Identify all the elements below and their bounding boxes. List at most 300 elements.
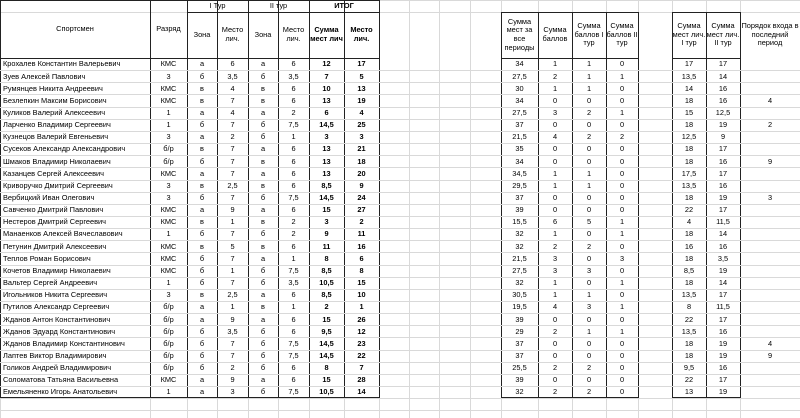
table-cell[interactable]: 6 <box>291 375 296 385</box>
table-cell[interactable]: 17 <box>357 59 366 69</box>
table-cell[interactable]: 0 <box>586 338 592 348</box>
table-cell[interactable]: а <box>260 144 266 154</box>
table-cell[interactable]: 7 <box>230 120 235 130</box>
table-cell[interactable]: 16 <box>718 180 728 190</box>
table-cell[interactable]: 13 <box>322 144 331 154</box>
table-cell[interactable]: 39 <box>515 314 524 324</box>
table-cell[interactable]: 1 <box>586 168 592 178</box>
table-cell[interactable]: в <box>261 83 265 93</box>
table-cell[interactable]: 0 <box>586 120 592 130</box>
table-cell[interactable]: 26 <box>357 314 366 324</box>
table-cell[interactable] <box>740 386 800 398</box>
table-cell[interactable]: 14 <box>718 278 728 288</box>
table-cell[interactable]: 7,5 <box>288 120 299 130</box>
table-cell[interactable] <box>740 131 800 143</box>
table-cell[interactable]: 19 <box>357 95 366 105</box>
table-cell[interactable]: 4 <box>230 107 235 117</box>
table-cell[interactable]: 6 <box>291 290 296 300</box>
table-cell[interactable]: КМС <box>160 83 177 93</box>
table-cell[interactable]: 6 <box>291 241 296 251</box>
table-cell[interactable]: 12,5 <box>681 132 697 142</box>
table-cell[interactable]: 0 <box>619 120 625 130</box>
table-cell[interactable]: 0 <box>586 350 592 360</box>
table-cell[interactable]: а <box>199 302 205 312</box>
table-cell[interactable]: 32 <box>515 229 524 239</box>
table-cell[interactable]: 0 <box>552 193 558 202</box>
table-cell[interactable]: 15 <box>322 375 331 385</box>
table-cell[interactable]: 18 <box>684 156 694 166</box>
table-cell[interactable]: 1 <box>586 59 592 69</box>
table-cell[interactable]: 3 <box>586 302 592 312</box>
table-cell[interactable]: Шмаков Владимир Николаевич <box>3 156 111 166</box>
table-cell[interactable]: 13 <box>684 387 694 397</box>
table-cell[interactable]: 9 <box>230 205 235 215</box>
table-cell[interactable]: 17 <box>718 168 728 178</box>
table-cell[interactable]: 4 <box>552 132 558 142</box>
table-cell[interactable]: б <box>260 350 266 360</box>
table-cell[interactable]: 1 <box>552 83 558 93</box>
table-cell[interactable]: 17 <box>718 314 728 324</box>
table-cell[interactable]: Жданов Владимир Константинович <box>3 338 125 348</box>
table-cell[interactable]: 1 <box>586 326 592 336</box>
table-cell[interactable]: в <box>200 241 204 251</box>
table-cell[interactable]: Безлепкин Максим Борисович <box>3 95 107 105</box>
table-cell[interactable]: а <box>260 107 266 117</box>
table-cell[interactable]: 9 <box>720 132 726 142</box>
table-cell[interactable]: 1 <box>586 180 592 190</box>
table-cell[interactable]: 7 <box>230 193 235 202</box>
table-cell[interactable]: 0 <box>619 180 625 190</box>
table-cell[interactable]: 3 <box>166 71 171 81</box>
table-cell[interactable]: 2 <box>586 387 592 397</box>
table-cell[interactable]: 28 <box>357 375 366 385</box>
table-cell[interactable]: 1 <box>619 217 625 227</box>
table-cell[interactable] <box>740 289 800 301</box>
table-cell[interactable] <box>740 216 800 228</box>
column-header-score1[interactable]: Сумма баллов I тур <box>574 21 604 48</box>
table-cell[interactable]: 29 <box>515 326 524 336</box>
column-header-athlete[interactable]: Спортсмен <box>56 24 94 34</box>
table-cell[interactable]: 16 <box>357 241 366 251</box>
table-cell[interactable]: 1 <box>166 120 171 130</box>
table-cell[interactable]: 10 <box>322 83 331 93</box>
table-cell[interactable]: а <box>260 205 266 215</box>
table-cell[interactable] <box>740 362 800 374</box>
table-cell[interactable]: 1 <box>359 302 364 312</box>
table-cell[interactable]: 7 <box>230 95 235 105</box>
table-cell[interactable]: 15,5 <box>512 217 527 227</box>
table-cell[interactable]: 6 <box>291 326 296 336</box>
table-cell[interactable]: 19 <box>718 387 728 397</box>
table-cell[interactable]: б/р <box>163 326 174 336</box>
table-cell[interactable]: 13,5 <box>681 180 697 190</box>
table-cell[interactable]: 10,5 <box>319 278 334 288</box>
table-cell[interactable]: 17 <box>718 144 728 154</box>
table-cell[interactable]: КМС <box>160 59 177 69</box>
table-cell[interactable]: Теплов Роман Борисович <box>3 253 91 263</box>
table-cell[interactable]: 2 <box>552 241 558 251</box>
table-cell[interactable]: 0 <box>586 314 592 324</box>
table-cell[interactable]: б <box>199 120 205 130</box>
table-cell[interactable]: 27,5 <box>512 107 527 117</box>
table-cell[interactable]: 17 <box>718 59 728 69</box>
table-cell[interactable]: 34 <box>515 59 524 69</box>
table-cell[interactable]: 7 <box>230 278 235 288</box>
table-cell[interactable]: 18 <box>684 95 694 105</box>
table-cell[interactable] <box>740 204 800 216</box>
table-cell[interactable]: 5 <box>230 241 235 251</box>
table-cell[interactable]: Сусеков Александр Александрович <box>3 144 126 154</box>
table-cell[interactable]: 34 <box>515 95 524 105</box>
table-cell[interactable]: а <box>199 375 205 385</box>
table-cell[interactable]: в <box>261 156 265 166</box>
table-cell[interactable]: 2 <box>767 120 773 130</box>
table-cell[interactable]: 2 <box>552 71 558 81</box>
table-cell[interactable]: 19 <box>718 350 728 360</box>
table-cell[interactable]: 14,5 <box>319 120 334 130</box>
table-cell[interactable]: 16 <box>718 156 728 166</box>
table-cell[interactable]: 3 <box>166 180 171 190</box>
column-header-zone1[interactable]: Зона <box>193 30 211 40</box>
table-cell[interactable]: 37 <box>515 193 524 202</box>
table-cell[interactable]: 29,5 <box>512 180 527 190</box>
table-cell[interactable]: а <box>199 107 205 117</box>
table-cell[interactable] <box>740 143 800 155</box>
column-header-total[interactable]: ИТОГ <box>334 1 354 11</box>
table-cell[interactable]: 1 <box>552 180 558 190</box>
table-cell[interactable]: 9 <box>230 375 235 385</box>
table-cell[interactable]: 7 <box>230 168 235 178</box>
table-cell[interactable]: 0 <box>619 350 625 360</box>
table-cell[interactable] <box>740 325 800 337</box>
table-cell[interactable]: в <box>261 302 265 312</box>
table-cell[interactable]: 37 <box>515 338 524 348</box>
table-cell[interactable]: Казанцев Сергей Алексеевич <box>3 168 105 178</box>
table-cell[interactable]: 7 <box>230 350 235 360</box>
table-cell[interactable]: 1 <box>619 326 625 336</box>
table-cell[interactable]: 2,5 <box>227 290 238 300</box>
table-cell[interactable]: в <box>200 290 204 300</box>
table-cell[interactable]: 20 <box>357 168 366 178</box>
table-cell[interactable]: Петунин Дмитрий Алексеевич <box>3 241 107 251</box>
table-cell[interactable]: 6 <box>291 363 296 373</box>
table-cell[interactable]: 3 <box>586 265 592 275</box>
table-cell[interactable]: КМС <box>160 217 177 227</box>
table-cell[interactable]: 7 <box>230 156 235 166</box>
table-cell[interactable]: 3 <box>166 132 171 142</box>
table-cell[interactable]: 3 <box>324 217 329 227</box>
table-cell[interactable]: 39 <box>515 205 524 215</box>
table-cell[interactable]: 2 <box>359 217 364 227</box>
table-cell[interactable]: 1 <box>230 217 235 227</box>
table-cell[interactable]: 1 <box>552 278 558 288</box>
table-cell[interactable]: 14,5 <box>319 350 334 360</box>
table-cell[interactable]: 1 <box>619 278 625 288</box>
table-cell[interactable]: 3,5 <box>288 278 299 288</box>
table-cell[interactable]: Крохалев Константин Валерьевич <box>3 59 121 69</box>
table-cell[interactable]: б <box>260 71 266 81</box>
table-cell[interactable]: 0 <box>619 95 625 105</box>
table-cell[interactable]: а <box>199 387 205 397</box>
table-cell[interactable]: Вальтер Сергей Андреевич <box>3 278 98 288</box>
table-cell[interactable]: 9 <box>230 314 235 324</box>
table-cell[interactable]: 16 <box>718 326 728 336</box>
table-cell[interactable]: 4 <box>767 338 773 348</box>
table-cell[interactable]: 22 <box>684 375 694 385</box>
column-header-category[interactable]: Разряд <box>156 23 181 33</box>
table-cell[interactable]: 7,5 <box>288 338 299 348</box>
table-cell[interactable]: в <box>200 83 204 93</box>
table-cell[interactable]: 6 <box>359 253 364 263</box>
table-cell[interactable]: б/р <box>163 156 174 166</box>
table-cell[interactable]: 9 <box>767 350 773 360</box>
table-cell[interactable]: 0 <box>619 363 625 373</box>
table-cell[interactable]: 39 <box>515 375 524 385</box>
table-cell[interactable]: 0 <box>619 59 625 69</box>
table-cell[interactable]: 18 <box>684 144 694 154</box>
table-cell[interactable]: 0 <box>586 278 592 288</box>
table-cell[interactable]: 8 <box>686 302 692 312</box>
table-cell[interactable]: 8,5 <box>683 265 695 275</box>
table-cell[interactable]: 0 <box>619 156 625 166</box>
table-cell[interactable]: а <box>260 375 266 385</box>
table-cell[interactable]: Жданов Антон Константинович <box>3 314 111 324</box>
table-cell[interactable]: 8 <box>359 265 364 275</box>
table-cell[interactable]: 0 <box>552 338 558 348</box>
table-cell[interactable]: 11,5 <box>716 302 730 312</box>
table-cell[interactable]: 2 <box>586 107 592 117</box>
table-cell[interactable] <box>740 82 800 94</box>
table-cell[interactable]: КМС <box>160 265 177 275</box>
table-cell[interactable]: Ларченко Владимир Сергеевич <box>3 120 111 130</box>
table-cell[interactable]: 21,5 <box>512 253 527 263</box>
table-cell[interactable]: Криворучко Дмитрий Сергеевич <box>3 180 113 190</box>
table-cell[interactable]: 0 <box>552 205 558 215</box>
table-cell[interactable]: 18 <box>684 350 694 360</box>
table-cell[interactable]: 22 <box>357 350 366 360</box>
table-cell[interactable]: 17 <box>684 59 694 69</box>
column-header-tour2[interactable]: II тур <box>269 1 288 11</box>
table-cell[interactable]: 32 <box>515 241 524 251</box>
table-cell[interactable]: 16 <box>684 241 694 251</box>
table-cell[interactable]: 16 <box>718 363 728 373</box>
table-cell[interactable]: 0 <box>586 375 592 385</box>
table-cell[interactable]: 1 <box>291 253 296 263</box>
table-cell[interactable]: Савченко Дмитрий Павлович <box>3 205 104 215</box>
table-cell[interactable]: 1 <box>586 71 592 81</box>
table-cell[interactable]: б <box>260 132 266 142</box>
table-cell[interactable]: 7,5 <box>288 387 299 397</box>
table-cell[interactable]: б/р <box>163 302 174 312</box>
table-cell[interactable]: а <box>260 290 266 300</box>
table-cell[interactable]: 18 <box>684 253 694 263</box>
table-cell[interactable]: 1 <box>166 229 171 239</box>
table-cell[interactable] <box>740 301 800 313</box>
table-cell[interactable]: 0 <box>619 83 625 93</box>
table-cell[interactable]: 13 <box>357 83 366 93</box>
table-cell[interactable]: 0 <box>586 156 592 166</box>
table-cell[interactable]: 18 <box>684 120 694 130</box>
table-cell[interactable]: б <box>199 193 205 202</box>
table-cell[interactable]: 0 <box>552 350 558 360</box>
table-cell[interactable]: б <box>260 229 266 239</box>
table-cell[interactable]: б <box>260 265 266 275</box>
table-cell[interactable]: 13 <box>322 156 331 166</box>
table-cell[interactable]: Жданов Эдуард Константинович <box>3 326 116 336</box>
table-cell[interactable]: Зуев Алексей Павлович <box>3 71 86 81</box>
table-cell[interactable]: Куликов Валерий Алексеевич <box>3 107 106 117</box>
table-cell[interactable]: 7,5 <box>288 265 299 275</box>
table-cell[interactable]: 14,5 <box>319 338 334 348</box>
table-cell[interactable]: б/р <box>163 338 174 348</box>
table-cell[interactable]: 18 <box>684 338 694 348</box>
table-cell[interactable]: б <box>199 338 205 348</box>
table-cell[interactable]: 19 <box>718 120 728 130</box>
table-cell[interactable]: 13 <box>322 95 331 105</box>
table-cell[interactable]: КМС <box>160 241 177 251</box>
table-cell[interactable]: 15 <box>357 278 366 288</box>
table-cell[interactable]: 3,5 <box>288 71 299 81</box>
table-cell[interactable]: б/р <box>163 350 174 360</box>
table-cell[interactable]: в <box>261 180 265 190</box>
table-cell[interactable]: б <box>199 363 205 373</box>
table-cell[interactable]: 1 <box>619 71 625 81</box>
table-cell[interactable]: 6 <box>291 314 296 324</box>
table-cell[interactable]: 0 <box>619 338 625 348</box>
table-cell[interactable]: 13,5 <box>681 290 697 300</box>
table-cell[interactable]: 30,5 <box>512 290 527 300</box>
table-cell[interactable]: 8 <box>324 363 329 373</box>
table-cell[interactable]: 2 <box>586 241 592 251</box>
table-cell[interactable] <box>740 107 800 119</box>
table-cell[interactable]: 0 <box>552 95 558 105</box>
table-cell[interactable]: 1 <box>552 229 558 239</box>
table-cell[interactable]: 2 <box>552 326 558 336</box>
column-header-places1[interactable]: Сумма мест лич. I тур <box>672 21 706 48</box>
table-cell[interactable]: Нестеров Дмитрий Сергеевич <box>3 217 106 227</box>
table-cell[interactable]: Лаптев Виктор Владимирович <box>3 350 107 360</box>
table-cell[interactable]: 2 <box>291 229 296 239</box>
table-cell[interactable]: 11 <box>322 241 331 251</box>
table-cell[interactable]: 2 <box>324 302 329 312</box>
table-cell[interactable]: 0 <box>586 144 592 154</box>
table-cell[interactable]: 1 <box>552 168 558 178</box>
table-cell[interactable]: 1 <box>552 290 558 300</box>
table-cell[interactable]: в <box>261 217 265 227</box>
table-cell[interactable]: 2 <box>291 217 296 227</box>
table-cell[interactable]: в <box>200 180 204 190</box>
table-cell[interactable]: 32 <box>515 278 524 288</box>
table-cell[interactable]: 12 <box>357 326 366 336</box>
table-cell[interactable]: 15 <box>684 107 694 117</box>
table-cell[interactable]: 0 <box>619 314 625 324</box>
table-cell[interactable]: 17 <box>718 205 728 215</box>
table-cell[interactable]: 2 <box>230 363 235 373</box>
column-header-place2[interactable]: Место лич. <box>282 25 305 43</box>
table-cell[interactable]: 0 <box>586 253 592 263</box>
table-cell[interactable]: 3 <box>230 387 235 397</box>
table-cell[interactable]: 2 <box>552 387 558 397</box>
column-header-places2[interactable]: Сумма мест лич. II тур <box>706 21 740 48</box>
table-cell[interactable]: 19 <box>718 265 728 275</box>
table-cell[interactable]: 15 <box>322 314 331 324</box>
table-cell[interactable]: б <box>199 278 205 288</box>
table-cell[interactable]: 19,5 <box>512 302 527 312</box>
table-cell[interactable]: 4 <box>230 83 235 93</box>
table-cell[interactable]: 30 <box>515 83 524 93</box>
table-cell[interactable]: 1 <box>586 83 592 93</box>
table-cell[interactable]: 0 <box>619 290 625 300</box>
table-cell[interactable]: 0 <box>586 205 592 215</box>
table-cell[interactable]: б <box>260 338 266 348</box>
table-cell[interactable]: 13,5 <box>681 326 697 336</box>
table-cell[interactable]: КМС <box>160 168 177 178</box>
table-cell[interactable]: 0 <box>619 265 625 275</box>
table-cell[interactable]: 14 <box>684 83 694 93</box>
column-header-place-total[interactable]: Место лич. <box>350 25 373 43</box>
table-cell[interactable]: б <box>260 193 266 202</box>
table-cell[interactable]: 1 <box>230 302 235 312</box>
table-cell[interactable]: 8 <box>324 253 329 263</box>
table-cell[interactable]: 3 <box>619 253 625 263</box>
table-cell[interactable]: 1 <box>230 265 235 275</box>
table-cell[interactable]: 3,5 <box>227 71 238 81</box>
table-cell[interactable]: в <box>200 95 204 105</box>
table-cell[interactable]: 17 <box>718 375 728 385</box>
table-cell[interactable]: б <box>199 71 205 81</box>
table-cell[interactable]: 0 <box>619 241 625 251</box>
table-cell[interactable]: б <box>199 326 205 336</box>
table-cell[interactable]: Голиков Андрей Владимирович <box>3 363 112 373</box>
table-cell[interactable]: 25 <box>357 120 366 130</box>
table-cell[interactable]: 9 <box>359 180 364 190</box>
table-cell[interactable]: 2 <box>552 363 558 373</box>
table-cell[interactable]: 7,5 <box>288 350 299 360</box>
table-cell[interactable]: в <box>261 241 265 251</box>
table-cell[interactable]: 14 <box>718 229 728 239</box>
table-cell[interactable]: 9,5 <box>683 363 695 373</box>
table-cell[interactable] <box>740 313 800 325</box>
table-cell[interactable]: 1 <box>291 132 296 142</box>
table-cell[interactable]: 27,5 <box>512 71 527 81</box>
table-cell[interactable]: 7 <box>359 363 364 373</box>
table-cell[interactable]: 16 <box>718 241 728 251</box>
table-cell[interactable]: 1 <box>619 229 625 239</box>
table-cell[interactable]: б <box>199 253 205 263</box>
table-cell[interactable]: 6 <box>291 205 296 215</box>
table-cell[interactable] <box>740 180 800 192</box>
table-cell[interactable]: б <box>199 350 205 360</box>
table-cell[interactable]: б <box>260 278 266 288</box>
table-cell[interactable]: 14 <box>357 387 366 397</box>
table-cell[interactable]: КМС <box>160 95 177 105</box>
table-cell[interactable] <box>740 252 800 264</box>
table-cell[interactable]: КМС <box>160 375 177 385</box>
table-cell[interactable]: Путилов Александр Сергеевич <box>3 302 110 312</box>
table-cell[interactable]: 6 <box>291 156 296 166</box>
table-cell[interactable]: б <box>199 265 205 275</box>
table-cell[interactable]: 6 <box>324 107 329 117</box>
table-cell[interactable]: 18 <box>684 193 694 202</box>
table-cell[interactable]: б <box>260 120 266 130</box>
table-cell[interactable] <box>740 240 800 252</box>
table-cell[interactable]: б/р <box>163 314 174 324</box>
table-cell[interactable]: 14,5 <box>319 193 334 202</box>
table-cell[interactable]: Игольников Никита Сергеевич <box>3 290 108 300</box>
table-cell[interactable]: 19 <box>718 193 728 202</box>
table-cell[interactable]: 0 <box>586 229 592 239</box>
table-cell[interactable]: 0 <box>586 95 592 105</box>
